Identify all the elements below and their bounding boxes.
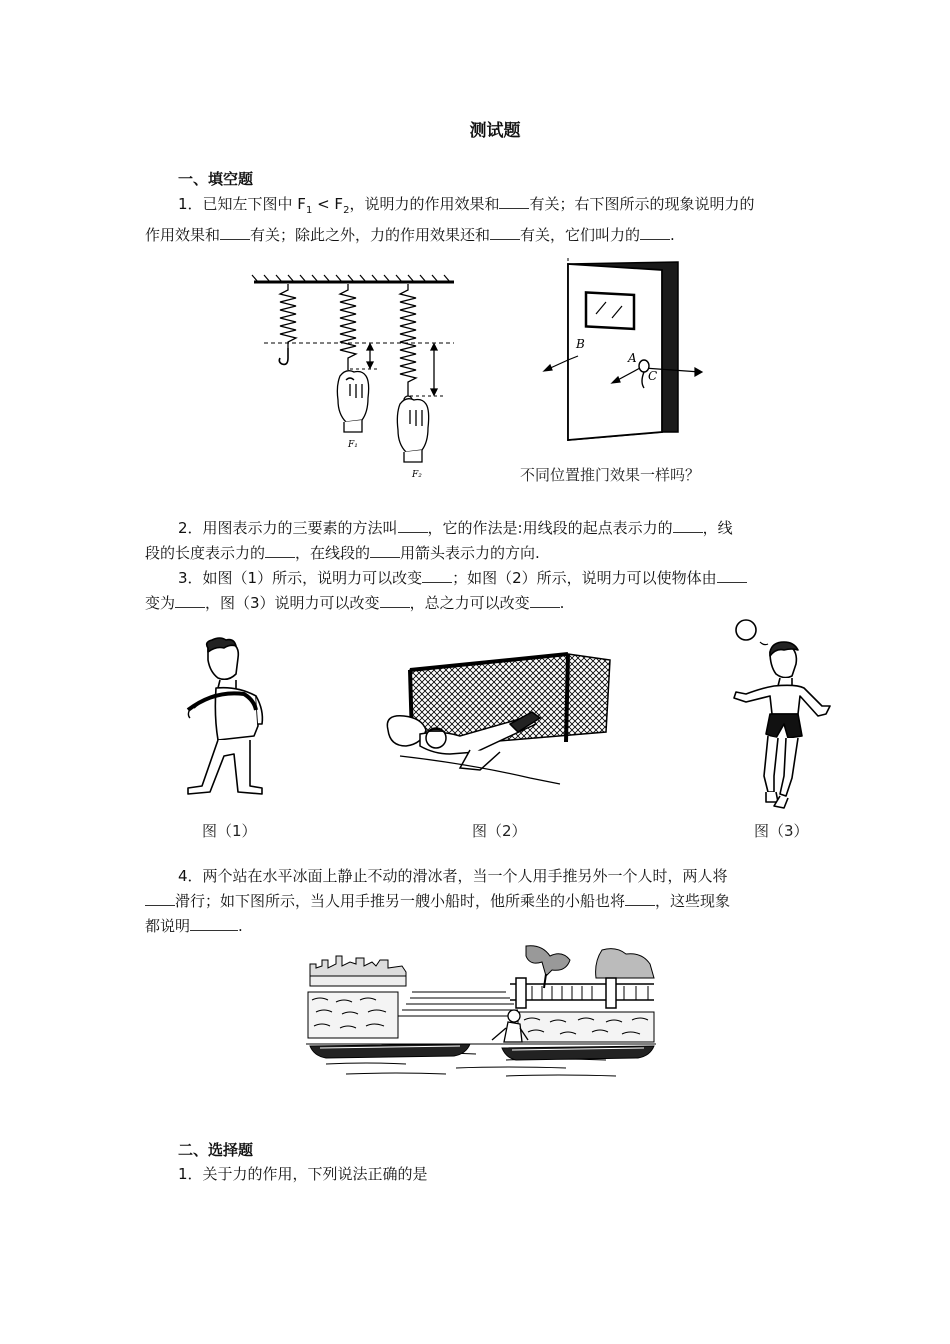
figure-1-caption: 图（1） [202, 822, 257, 840]
question-4: 4．两个站在水平冰面上静止不动的滑冰者，当一个人用手推另外一个人时，两人将 滑行；如下图所示，当人用手推另一艘小船时，他所乘坐的小船也将 ，这些现象 都说明 . [145, 867, 731, 935]
answer-blank[interactable] [625, 891, 655, 906]
springs-figure [250, 272, 460, 484]
boats-figure [306, 942, 658, 1086]
force-label-f2: F₂ [412, 470, 422, 480]
bending-figure [178, 636, 278, 798]
answer-blank[interactable] [220, 225, 250, 240]
answer-blank[interactable] [673, 518, 703, 533]
page-title: 测试题 [469, 121, 521, 141]
answer-blank[interactable] [490, 225, 520, 240]
answer-blank[interactable] [422, 568, 452, 583]
point-label-b: B [576, 337, 585, 351]
figure-2-caption: 图（2） [472, 822, 527, 840]
question-2: 2．用图表示力的三要素的方法叫 ，它的作法是:用线段的起点表示力的 ，线 段的长度表示力的 ，在线段的 用箭头表示力的方向. [145, 519, 733, 562]
question-3: 3．如图（1）所示，说明力可以改变 ；如图（2）所示，说明力可以使物体由 变为 ，图（3）说明力可以改变 ，总之力可以改变 . [145, 566, 810, 616]
answer-blank[interactable] [265, 543, 295, 558]
point-label-a: A [628, 351, 637, 365]
answer-blank[interactable] [640, 225, 670, 240]
heading-ball-figure [722, 616, 838, 812]
door-figure [540, 258, 710, 448]
answer-blank[interactable] [499, 194, 529, 209]
answer-blank[interactable] [370, 543, 400, 558]
answer-blank[interactable] [398, 518, 428, 533]
answer-blank[interactable] [717, 568, 747, 583]
goalkeeper-figure [380, 646, 620, 790]
answer-blank[interactable] [175, 593, 205, 608]
door-caption: 不同位置推门效果一样吗？ [520, 466, 701, 484]
section-heading-multiple-choice: 二、选择题 [178, 1141, 254, 1159]
force-label-f1: F₁ [348, 440, 358, 450]
answer-blank[interactable] [380, 593, 410, 608]
mc-question-1: 1．关于力的作用，下列说法正确的是 [178, 1165, 428, 1183]
answer-blank[interactable] [530, 593, 560, 608]
answer-blank[interactable] [190, 916, 238, 931]
section-heading-fill-blank: 一、填空题 [178, 170, 254, 188]
point-label-c: C [648, 369, 658, 383]
question-1: 1．已知左下图中 $F_1 < F_2$，说明力的作用效果和 有关；右下图所示的现象说明力的 作用效果和 有关；除此之外，力的作用效果还和 有关，它们叫力的 . [145, 195, 755, 244]
answer-blank[interactable] [145, 891, 175, 906]
figure-3-caption: 图（3） [754, 822, 809, 840]
